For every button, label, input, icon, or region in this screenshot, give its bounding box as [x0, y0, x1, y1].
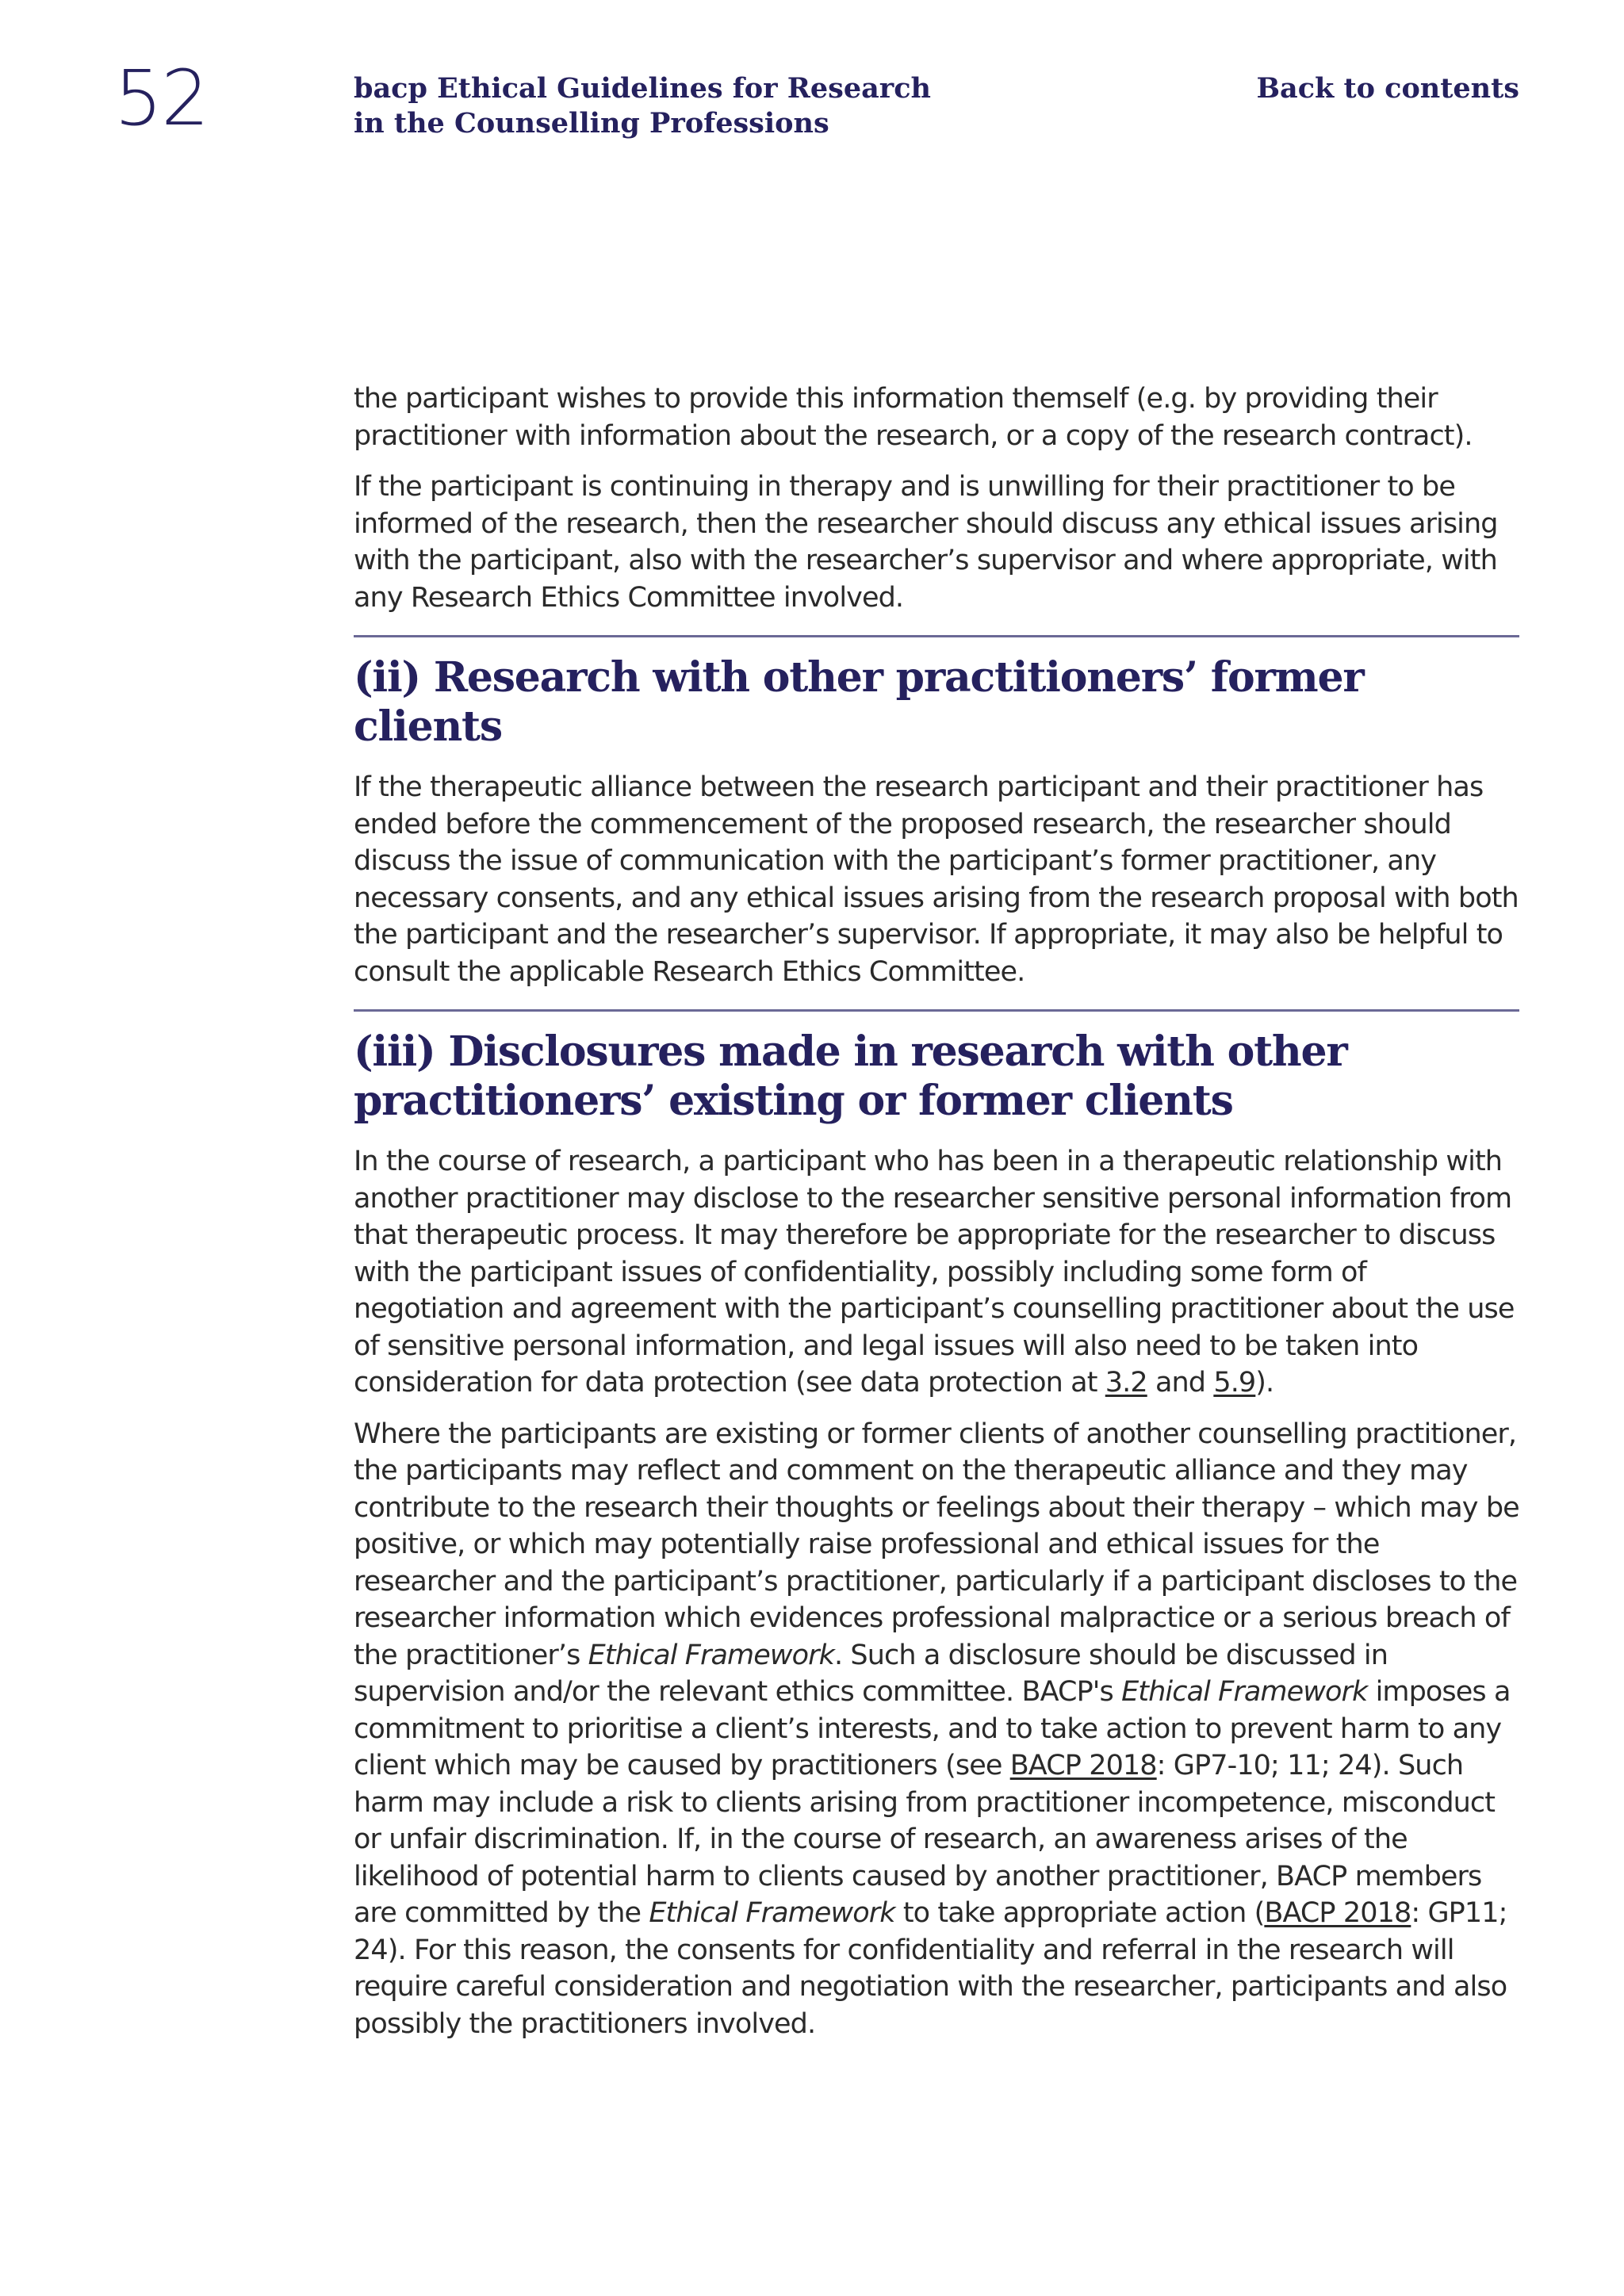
link-section-3-2[interactable]: 3.2 [1105, 1367, 1147, 1399]
text-run: In the course of research, a participant who has been in a therapeutic relationship with another practitioner may disclose to the researcher sensitive personal information from that therapeutic process. It may therefore be appropriate for the researcher to discuss with the participant issues of confidentiality, possibly including some form of negotiation and agreement with the participant’s counselling practitioner about the use of sensitive personal information, and legal issues will also need to be taken into consideration for data protection (see data protection at [354, 1146, 1515, 1399]
link-bacp-2018[interactable]: BACP 2018 [1009, 1750, 1157, 1781]
section-divider [354, 635, 1519, 637]
text-run: to take appropriate action ( [894, 1897, 1265, 1929]
section-iii-paragraph-2 [354, 1416, 1519, 2043]
section-ii-heading: (ii) Research with other practitioners’ former clients [354, 653, 1364, 751]
section-iii-paragraph-1 [354, 1143, 1519, 1402]
text-run: : GP11; 24). For this reason, the consents for confidentiality and referral in the research will require careful consideration and negotiation with the researcher, participants and also possibly the practitioners involved. [354, 1897, 1507, 2040]
link-section-5-9[interactable]: 5.9 [1213, 1367, 1256, 1399]
main-content [354, 381, 1519, 2057]
link-bacp-2018[interactable]: BACP 2018 [1264, 1897, 1411, 1929]
document-title-line1: bacp Ethical Guidelines for Research [354, 72, 931, 105]
ethical-framework-term: Ethical Framework [649, 1897, 895, 1929]
section-divider [354, 1009, 1519, 1012]
document-title [354, 71, 988, 141]
page-number: 52 [114, 54, 209, 143]
ethical-framework-term: Ethical Framework [1121, 1676, 1368, 1708]
document-title-line2: in the Counselling Professions [354, 107, 829, 140]
text-run: imposes a commitment to prioritise a client’s interests, and to take action to prevent harm to any client which may be caused by practitioners (see [354, 1676, 1511, 1781]
text-run: Where the participants are existing or former clients of another counselling practitioner, the participants may reflect and comment on the therapeutic alliance and they may contribute to the research their thoughts or feelings about their therapy – which may be positive, or which may potentially raise professional and ethical issues for the researcher and the participant’s practitioner, particularly if a participant discloses to the researcher information which evidences professional malpractice or a serious breach of the practitioner’s [354, 1418, 1519, 1671]
text-run: . Such a disclosure should be discussed in supervision and/or the relevant ethics committee. BACP's [354, 1639, 1388, 1708]
text-run: : GP7-10; 11; 24). Such harm may include a risk to clients arising from practitioner incompetence, misconduct or unfair discrimination. If, in the course of research, an awareness arises of the likelihood of potential harm to clients caused by another practitioner, BACP members are committed by the [354, 1750, 1496, 1929]
ethical-framework-term: Ethical Framework [588, 1639, 834, 1671]
intro-paragraph-2: If the participant is continuing in therapy and is unwilling for their practitioner to be informed of the research, then the researcher should discuss any ethical issues arising with the participant, also with the researcher’s supervisor and where appropriate, with any Research Ethics Committee involved. [354, 471, 1498, 614]
section-iii-heading: (iii) Disclosures made in research with other practitioners’ existing or former clients [354, 1027, 1347, 1125]
section-ii-paragraph-1: If the therapeutic alliance between the research participant and their practitioner has ended before the commencement of the proposed research, the researcher should discuss the issue of communication with the participant’s former practitioner, any necessary consents, and any ethical issues arising from the research proposal with both the participant and the researcher’s supervisor. If appropriate, it may also be helpful to consult the applicable Research Ethics Committee. [354, 771, 1519, 988]
back-to-contents-link[interactable]: Back to contents [1256, 72, 1519, 105]
intro-paragraph-1: the participant wishes to provide this information themself (e.g. by providing their practitioner with information about the research, or a copy of the research contract). [354, 383, 1473, 452]
text-run: and [1147, 1367, 1214, 1399]
text-run: ). [1255, 1367, 1274, 1399]
